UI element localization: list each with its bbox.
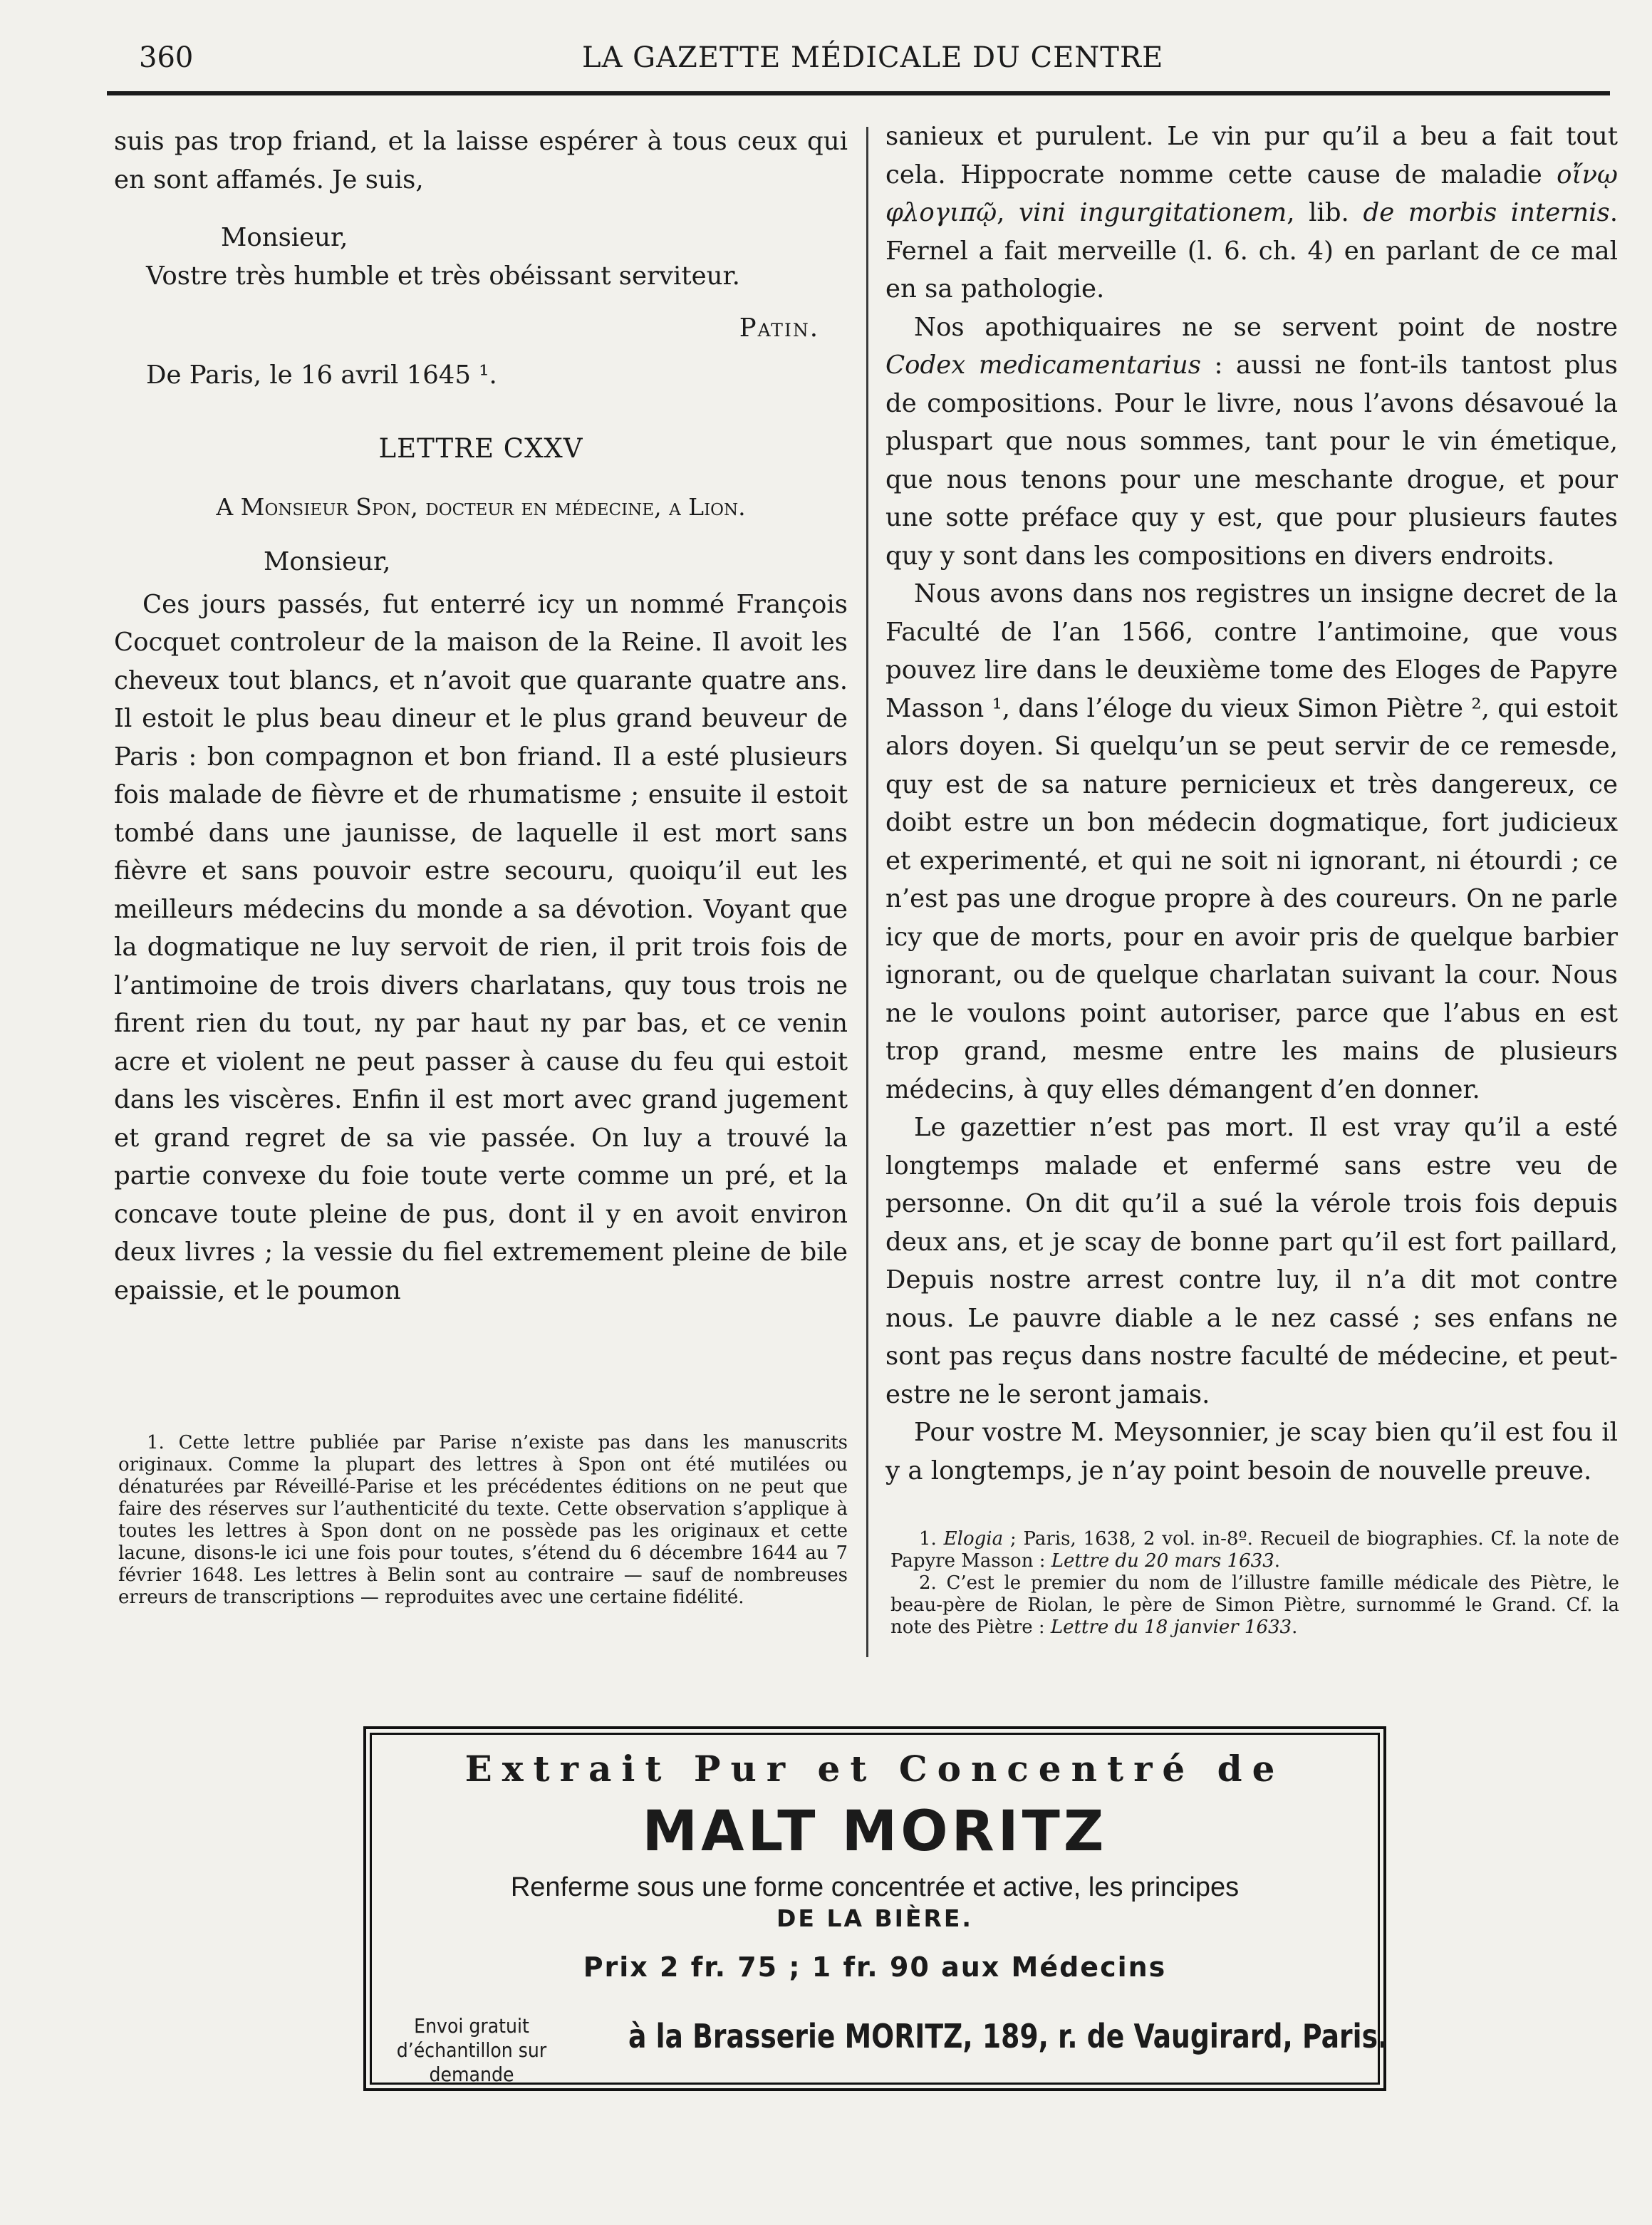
- paragraph-5: Pour vostre M. Meysonnier, je scay bien qu’il est fou il y a longtemps, je n’ay point besoin de nouvelle preuve.: [885, 1418, 1618, 1485]
- signature: Patin.: [739, 313, 819, 343]
- p2-start: Nos apothiquaires ne se servent point de nostre: [914, 312, 1618, 342]
- paragraph-2: [885, 308, 1618, 576]
- fn1-mid: ; Paris, 1638, 2 vol. in-8º. Recueil de biographies. Cf. la note de Papyre Masson :: [890, 1528, 1619, 1572]
- left-column: [114, 123, 848, 1309]
- ad-headline: Extrait Pur et Concentré de: [464, 1748, 1285, 1790]
- right-column: [885, 118, 1618, 1490]
- ad-sample-offer: Envoi gratuit d’échantillon sur demande: [396, 2014, 547, 2086]
- ad-address: à la Brasserie MORITZ, 189, r. de Vaugirard, Paris.: [628, 2017, 1388, 2055]
- fn1-end: .: [1274, 1550, 1281, 1572]
- opening-text: suis pas trop friand, et la laisse espérer à tous ceux qui en sont affamés. Je suis,: [114, 127, 848, 195]
- letter-closing: [114, 219, 848, 295]
- fn2-text: 2. C’est le premier du nom de l’illustre famille médicale des Piètre, le beau-père de Riolan, le père de Simon Piètre, surnommé le Grand. Cf. la note des Piètre :: [890, 1572, 1619, 1638]
- paragraph-4: Le gazettier n’est pas mort. Il est vray qu’il a esté longtemps malade et enfermé sans estre veu de personne. On dit qu’il a sué la vérole trois fois depuis deux ans, et je scay de bonne part qu’il est fort paillard, Depuis nostre arrest contre luy, il n’a dit mot contre nous. Le pauvre diable a le nez cassé ; ses enfans ne sont pas reçus dans nostre faculté de médecine, et peut-estre ne le seront jamais.: [885, 1113, 1618, 1409]
- page-header: [139, 41, 1585, 84]
- letter-date: De Paris, le 16 avril 1645 ¹.: [146, 360, 497, 390]
- greek-phrase: οἴνῳ φλογιπῷ: [885, 160, 1618, 227]
- fn2-ref: Lettre du 18 janvier 1633: [1050, 1617, 1292, 1638]
- closing-sign-off: Vostre très humble et très obéissant serviteur.: [146, 261, 740, 291]
- ad-description-bold: DE LA BIÈRE.: [776, 1904, 973, 1932]
- footnote-1-right: [890, 1528, 1619, 1572]
- letter-body: Ces jours passés, fut enterré icy un nommé François Cocquet controleur de la maison de la Reine. Il avoit les cheveux tout blancs, et n’avoit que quarante quatre ans. Il estoit le plus beau dineur et le plus grand beuveur de Paris : bon compagnon et bon friand. Il a esté plusieurs fois malade de fièvre et de rhumatisme ; ensuite il estoit tombé dans une jaunisse, de laquelle il est mort sans fièvre et sans pouvoir estre secouru, quoiqu’il eut les meilleurs médecins du monde a sa dévotion. Voyant que la dogmatique ne luy servoit de rien, il prit trois fois de l’antimoine de trois divers charlatans, quy tous trois ne firent rien du tout, ny par haut ny par bas, et ce venin acre et violent ne peut passer à cause du feu qui estoit dans les viscères. Enfin il est mort avec grand jugement et grand regret de sa vie passée. On luy a trouvé la partie convexe du foie toute verte comme un pré, et la concave toute pleine de pus, dont il y en avoit environ deux livres ; la vessie du fiel extremement pleine de bile epaissie, et le poumon: [114, 589, 848, 1305]
- column-divider: [866, 127, 868, 1657]
- paragraph-1: [885, 118, 1618, 308]
- fn1-title: Elogia: [943, 1528, 1004, 1550]
- closing-salutation: Monsieur,: [221, 223, 348, 252]
- fn2-end: .: [1292, 1617, 1298, 1638]
- fn1-num: 1.: [919, 1528, 944, 1550]
- fn1-ref: Lettre du 20 mars 1633: [1051, 1550, 1274, 1572]
- p2-end: : aussi ne font-ils tantost plus de compositions. Pour le livre, nous l’avons désavoué la pluspart que nous sommes, tant pour le vin émetique, que nous tenons pour une meschante drogue, et pour une sotte préface quy y est, que pour plusieurs fautes quy y sont dans les compositions en divers endroits.: [885, 351, 1618, 571]
- footnote-1-left: 1. Cette lettre publiée par Parise n’existe pas dans les manuscrits originaux. Comme la plupart des lettres à Spon ont été mutilées ou dénaturées par Réveillé-Parise et les précédentes éditions on ne peut que faire des réserves sur l’authenticité du texte. Cette observation s’applique à toutes les lettres à Spon dont on ne possède pas les originaux et cette lacune, disons-le ici une fois pour toutes, s’étend du 6 décembre 1644 au 7 février 1648. Les lettres à Belin sont au contraire — sauf de nombreuses erreurs de transcriptions — reproduites avec une certaine fidélité.: [118, 1432, 848, 1608]
- p1-comma: ,: [997, 198, 1019, 227]
- ad-brand-name: MALT MORITZ: [642, 1800, 1108, 1864]
- p1-work: de morbis internis: [1363, 198, 1610, 227]
- footnotes-right: [890, 1528, 1619, 1639]
- p1-start: sanieux et purulent. Le vin pur qu’il a beu a fait tout cela. Hippocrate nomme cette cause de maladie: [885, 122, 1618, 190]
- ad-price: Prix 2 fr. 75 ; 1 fr. 90 aux Médecins: [583, 1951, 1167, 1983]
- letter-salutation: Monsieur,: [264, 547, 391, 576]
- p1-lib: , lib.: [1287, 198, 1363, 227]
- malt-moritz-advertisement: [363, 1726, 1386, 2091]
- letter-addressee: A Monsieur Spon, docteur en médecine, a Lion.: [216, 492, 746, 521]
- p1-end: . Fernel a fait merveille (l. 6. ch. 4) en parlant de ce mal en sa pathologie.: [885, 198, 1618, 304]
- advertisement-content: [379, 1742, 1388, 2086]
- footnote-left: [118, 1432, 848, 1609]
- page-number: 360: [139, 41, 194, 74]
- header-rule: [107, 91, 1610, 95]
- paragraph-3: Nous avons dans nos registres un insigne decret de la Faculté de l’an 1566, contre l’antimoine, que vous pouvez lire dans le deuxième tome des Eloges de Papyre Masson ¹, dans l’éloge du vieux Simon Piètre ², qui estoit alors doyen. Si quelqu’un se peut servir de ce remesde, quy est de sa nature pernicieux et très dangereux, ce doibt estre un bon médecin dogmatique, fort judicieux et experimenté, et qui ne soit ni ignorant, ni étourdi ; ce n’est pas une drogue propre à des coureurs. On ne parle icy que de morts, pour en avoir pris de quelque barbier ignorant, ou de quelque charlatan suivant la cour. Nous ne le voulons point autoriser, parce que l’abus en est trop grand, mesme entre les mains de plusieurs médecins, à quy elles démangent d’en donner.: [885, 579, 1618, 1104]
- letter-title: LETTRE CXXV: [378, 433, 583, 464]
- ad-bottom-line: [379, 2013, 1388, 2086]
- running-title: LA GAZETTE MÉDICALE DU CENTRE: [582, 41, 1164, 74]
- p2-codex: Codex medicamentarius: [885, 351, 1201, 380]
- p1-latin: vini ingurgitationem: [1019, 198, 1287, 227]
- footnote-2-right: [890, 1572, 1619, 1639]
- ad-description: Renferme sous une forme concentrée et active, les principes: [510, 1872, 1240, 1902]
